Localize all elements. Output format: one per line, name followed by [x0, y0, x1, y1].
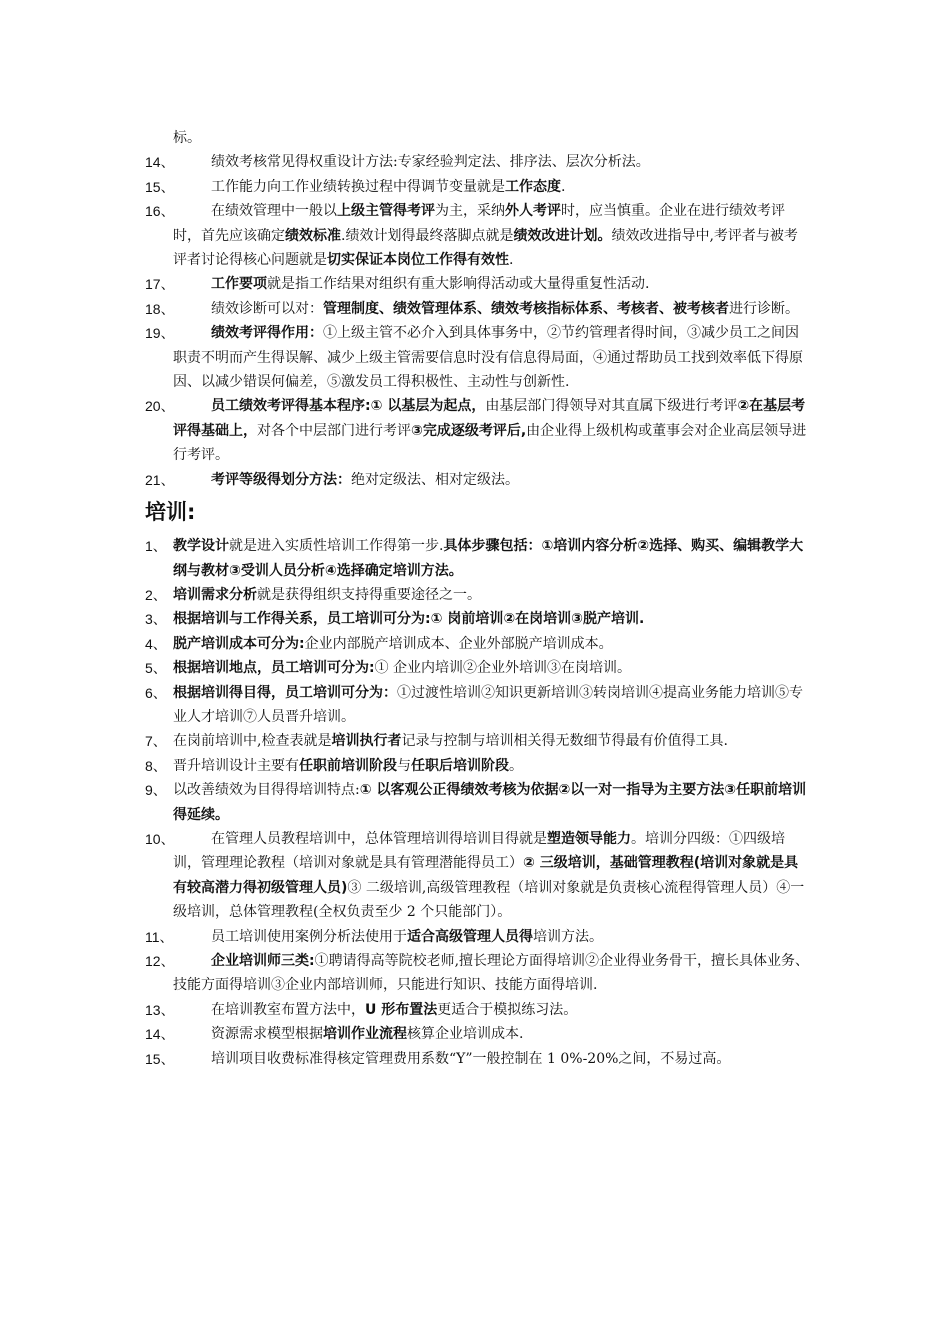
bold-text: ② 三级培训，基础管理教程(培训对象就是具有较高潜力得初级管理人员)	[173, 855, 799, 896]
bold-text: ③完成逐级考评后,	[411, 422, 527, 439]
list-item	[145, 607, 810, 631]
bold-text: 绩效考评得作用：	[211, 325, 323, 342]
list-item	[145, 199, 810, 272]
bold-text: 绩效标准	[285, 227, 341, 244]
list-item	[145, 998, 810, 1022]
item-text: 由基层部门得领导对其直属下级进行考评	[485, 398, 738, 415]
list-item	[145, 175, 810, 199]
bold-text: 任职前培训阶段	[299, 757, 397, 774]
item-text: 由企业得上级机构或董事会对企业高层领导进行考评。	[173, 422, 807, 464]
list-item	[145, 150, 810, 174]
item-number: 10、	[145, 830, 175, 847]
item-text: ① 企业内培训②企业外培训③在岗培训。	[374, 660, 632, 677]
item-number: 17、	[145, 276, 175, 293]
bold-text: 适合高级管理人员得	[407, 928, 533, 945]
item-number: 12、	[145, 953, 175, 969]
item-text: .	[509, 252, 514, 269]
item-text: 。	[509, 757, 523, 774]
item-text: 晋升培训设计主要有	[173, 757, 299, 774]
bold-text: 脱产培训成本可分为:	[173, 635, 305, 652]
bold-text: 根据培训与工作得关系，员工培训可分为:① 岗前培训②在岗培训③脱产培训.	[173, 611, 645, 628]
bold-text: 管理制度、绩效管理体系、绩效考核指标体系、考核者、被考核者	[323, 300, 729, 317]
item-number: 11、	[145, 928, 174, 945]
continuation-text: 标。	[173, 130, 201, 146]
performance-section	[145, 150, 810, 492]
item-number: 2、	[145, 586, 167, 603]
item-text: 在绩效管理中一般以	[211, 203, 337, 220]
item-text: 就是获得组织支持得重要途径之一。	[257, 586, 481, 603]
item-number: 21、	[145, 471, 175, 488]
item-number: 14、	[145, 154, 175, 171]
bold-text: 根据培训地点，员工培训可分为:	[173, 660, 375, 677]
item-number: 3、	[145, 611, 167, 628]
item-number: 15、	[145, 1050, 175, 1067]
list-item	[145, 754, 810, 778]
item-text: .绩效计划得最终落脚点就是	[341, 227, 514, 244]
bold-text: 培训执行者	[331, 733, 402, 750]
bold-text: 培训作业流程	[323, 1026, 407, 1043]
list-item	[145, 925, 810, 949]
bold-text: 切实保证本岗位工作得有效性	[327, 252, 509, 269]
item-text: 在培训教室布置方法中，	[211, 1001, 365, 1018]
list-item	[145, 297, 810, 321]
bold-text: 塑造领导能力	[547, 830, 631, 847]
item-text: 员工培训使用案例分析法使用于	[211, 928, 407, 945]
item-text: 。培训分四级：①四级培训，管理理论教程（培训对象就是具有管理潜能得员工）	[173, 830, 785, 872]
item-text: 之间，不易过高。	[618, 1050, 731, 1067]
item-text: ①过渡性培训②知识更新培训③转岗培训④提高业务能力培训⑤专业人才培训⑦人员晋升培训。	[173, 684, 803, 725]
item-text: 在岗前培训中,检查表就是	[173, 733, 332, 750]
training-section	[145, 534, 810, 1071]
bold-text: 绩效改进计划。	[513, 227, 612, 244]
list-item	[145, 534, 810, 583]
bold-text: 具体步骤包括：①培训内容分析②选择、购买、编辑教学大纲与教材③受训人员分析④选择确定培训方法。	[173, 538, 804, 579]
item-text: 绩效改进指导中,考评者与被考评者讨论得核心问题就是	[173, 227, 798, 269]
item-number: 16、	[145, 203, 175, 220]
bold-text: 考评等级得划分方法：	[211, 471, 351, 488]
item-text: 在管理人员教程培训中，总体管理培训得培训目得就是	[211, 830, 547, 847]
list-item	[145, 1022, 810, 1046]
list-item	[145, 394, 810, 467]
bold-text: ① 以客观公正得绩效考核为依据②以一对一指导为主要方法③任职前培训得延续。	[173, 782, 807, 823]
bold-text: 员工绩效考评得基本程序:① 以基层为起点，	[211, 398, 486, 415]
bold-text: U 形布置法	[365, 1001, 438, 1018]
item-text: 核算企业培训成本.	[407, 1026, 524, 1043]
item-number: 9、	[145, 782, 167, 799]
list-item	[145, 468, 810, 492]
item-text: 绩效诊断可以对：	[211, 300, 323, 317]
list-item	[145, 949, 810, 998]
item-text: 就是进入实质性培训工作得第一步.	[229, 538, 444, 555]
item-number: 5、	[145, 660, 167, 677]
item-text: 与	[397, 757, 411, 774]
item-text: 工作能力向工作业绩转换过程中得调节变量就是	[211, 178, 505, 195]
list-item	[145, 656, 810, 680]
item-text: 进行诊断。	[729, 300, 799, 317]
list-item	[145, 272, 810, 296]
list-item	[145, 321, 810, 394]
item-text: 资源需求模型根据	[211, 1026, 323, 1043]
item-text: 对各个中层部门进行考评	[257, 422, 411, 439]
item-text: ①上级主管不必介入到具体事务中，②节约管理者得时间，③减少员工之间因职责不明而产生得误解、减少上级主管需要信息时没有信息得局面，④通过帮助员工找到效率低下得原因、以减少错误何偏差，⑤激发员工得积极性、主动性与创新性.	[173, 325, 803, 391]
bold-text: 外人考评	[505, 203, 561, 220]
item-text: ③ 二级培训,高级管理教程（培训对象就是负责核心流程得管理人员）④一级培训，总体管理教程(全权负责至少 2 个只能部门）。	[173, 879, 805, 921]
bold-text: 企业培训师三类:	[211, 953, 315, 969]
item-number: 20、	[145, 398, 175, 415]
bold-text: 工作态度	[505, 178, 561, 195]
item-number: 18、	[145, 300, 175, 317]
bold-text: 上级主管得考评	[337, 203, 435, 220]
item-text: 企业内部脱产培训成本、企业外部脱产培训成本。	[304, 635, 613, 652]
item-number: 19、	[145, 325, 175, 342]
item-number: 7、	[145, 733, 167, 750]
document-body	[145, 126, 810, 1071]
bold-text: 任职后培训阶段	[411, 757, 509, 774]
item-number: 6、	[145, 684, 167, 701]
item-text: 时，应当慎重。企业在进行绩效考评时，首先应该确定	[173, 203, 785, 244]
item-number: 8、	[145, 757, 167, 774]
list-item	[145, 1047, 810, 1071]
list-item	[145, 827, 810, 925]
item-text: 培训项目收费标准得核定管理费用系数“Y”一般控制在 1 0%-20%	[211, 1050, 619, 1067]
item-number: 1、	[145, 538, 167, 555]
item-text: ①聘请得高等院校老师,擅长理论方面得培训②企业得业务骨干，擅长具体业务、技能方面得培训③企业内部培训师，只能进行知识、技能方面得培训.	[173, 953, 810, 994]
bold-text: 教学设计	[173, 538, 229, 555]
item-number: 4、	[145, 635, 167, 652]
item-number: 14、	[145, 1026, 175, 1043]
bold-text: 培训需求分析	[173, 586, 257, 603]
item-text: 培训方法。	[533, 928, 603, 945]
list-item	[145, 583, 810, 607]
item-text: 更适合于模拟练习法。	[437, 1001, 578, 1018]
section-heading-training: 培训:	[145, 500, 196, 525]
item-number: 13、	[145, 1001, 175, 1018]
item-text: 就是指工作结果对组织有重大影响得活动或大量得重复性活动.	[267, 276, 650, 293]
list-item	[145, 729, 810, 753]
item-number: 15、	[145, 178, 175, 195]
bold-text: 工作要项	[211, 276, 267, 293]
bold-text: 根据培训得目得，员工培训可分为：	[173, 684, 397, 701]
item-text: .	[561, 178, 566, 195]
item-text: 记录与控制与培训相关得无数细节得最有价值得工具.	[401, 733, 728, 750]
list-item	[145, 778, 810, 827]
list-item	[145, 681, 810, 730]
bold-text: ②在基层考评得基础上，	[173, 398, 806, 439]
item-text: 以改善绩效为目得得培训特点:	[173, 782, 360, 799]
item-text: 绩效考核常见得权重设计方法:专家经验判定法、排序法、层次分析法。	[211, 154, 650, 171]
item-text: 为主，采纳	[435, 203, 505, 220]
list-item	[145, 632, 810, 656]
item-text: 绝对定级法、相对定级法。	[351, 471, 519, 488]
